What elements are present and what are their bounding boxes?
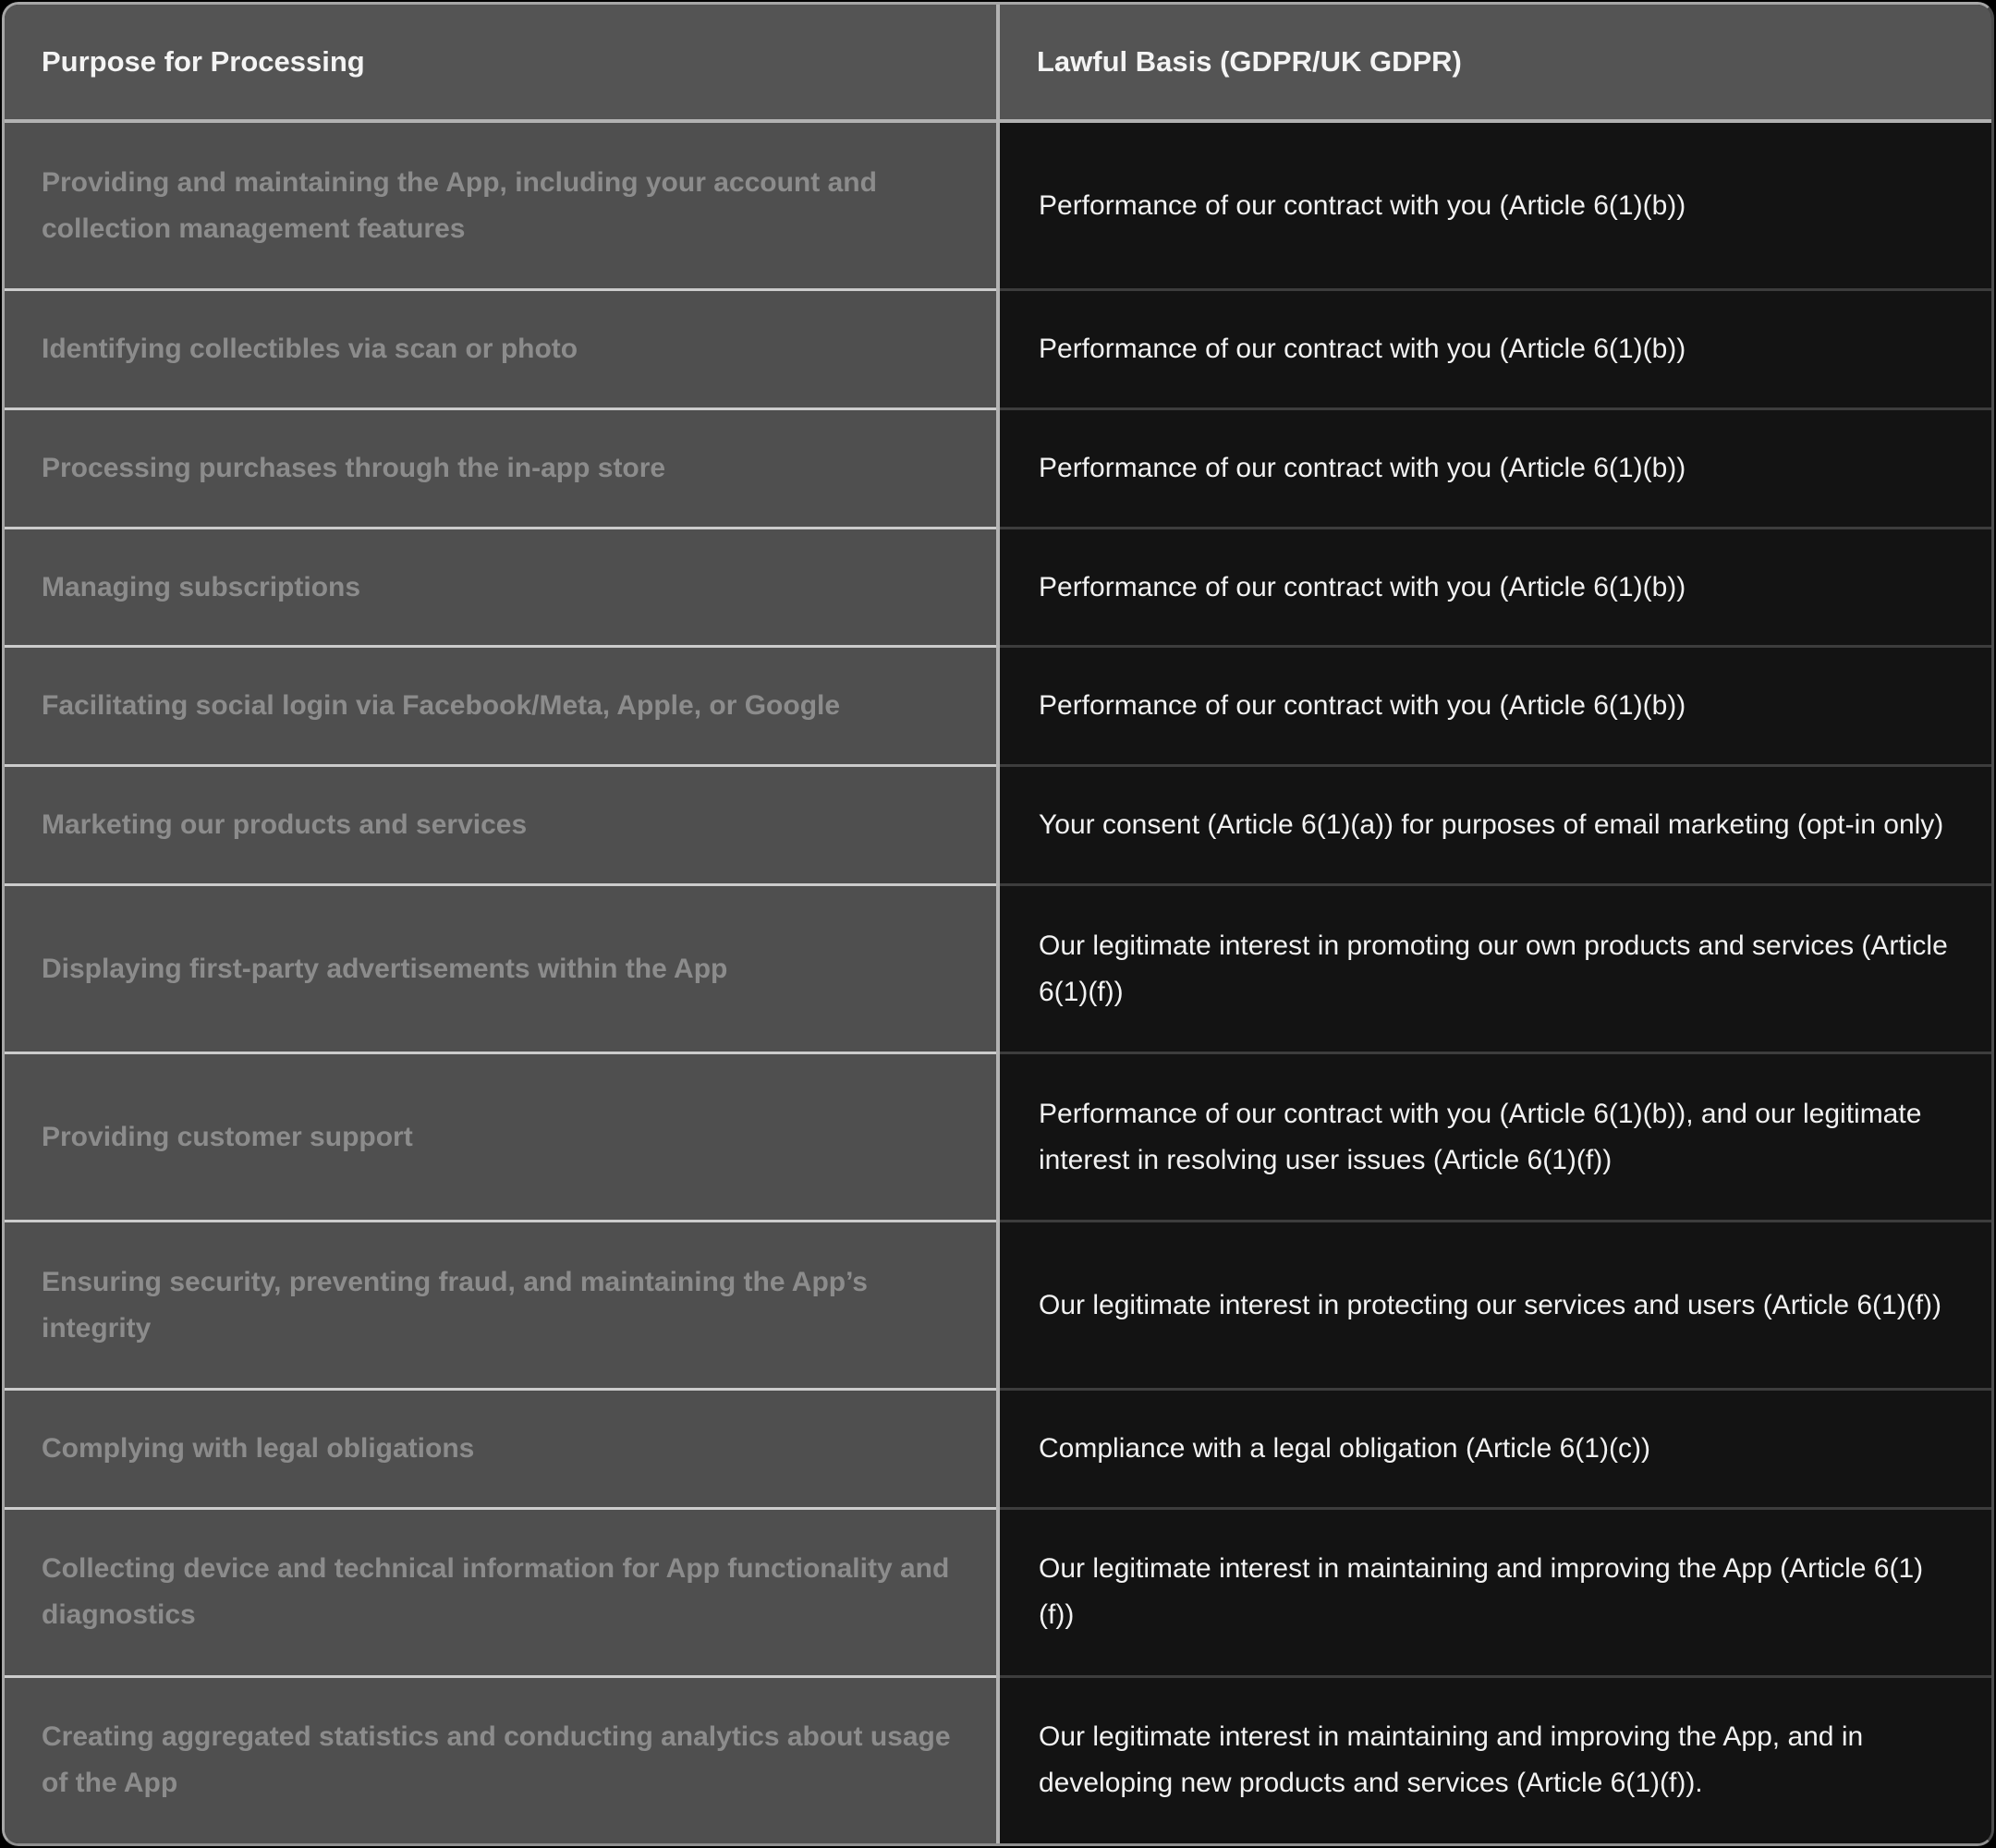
purpose-cell: Marketing our products and services [5,766,998,885]
privacy-lawful-basis-table [2,2,1994,1846]
table-row [5,1508,1991,1676]
table-row [5,1390,1991,1509]
purpose-cell: Managing subscriptions [5,528,998,647]
table-row [5,408,1991,528]
basis-cell: Our legitimate interest in protecting our services and users (Article 6(1)(f)) [998,1222,1991,1390]
basis-cell: Performance of our contract with you (Article 6(1)(b)), and our legitimate interest in resolving user issues (Article 6(1)(f)) [998,1053,1991,1222]
purpose-cell: Ensuring security, preventing fraud, and maintaining the App’s integrity [5,1222,998,1390]
basis-cell: Our legitimate interest in promoting our own products and services (Article 6(1)(f)) [998,885,1991,1053]
basis-cell: Performance of our contract with you (Article 6(1)(b)) [998,121,1991,290]
column-header-lawful-basis: Lawful Basis (GDPR/UK GDPR) [998,5,1991,121]
table-row [5,1222,1991,1390]
basis-cell: Performance of our contract with you (Article 6(1)(b)) [998,647,1991,766]
basis-cell: Our legitimate interest in maintaining and improving the App, and in developing new products and services (Article 6(1)(f)). [998,1676,1991,1843]
column-header-purpose: Purpose for Processing [5,5,998,121]
basis-cell: Performance of our contract with you (Article 6(1)(b)) [998,528,1991,647]
purpose-cell: Providing and maintaining the App, including your account and collection management features [5,121,998,290]
purpose-cell: Facilitating social login via Facebook/Meta, Apple, or Google [5,647,998,766]
purpose-cell: Displaying first-party advertisements within the App [5,885,998,1053]
basis-cell: Performance of our contract with you (Article 6(1)(b)) [998,408,1991,528]
table-row [5,766,1991,885]
purpose-cell: Providing customer support [5,1053,998,1222]
table-row [5,1053,1991,1222]
table-row [5,290,1991,409]
purpose-cell: Identifying collectibles via scan or photo [5,290,998,409]
basis-cell: Performance of our contract with you (Article 6(1)(b)) [998,290,1991,409]
table-header-row [5,5,1991,121]
basis-cell: Compliance with a legal obligation (Article 6(1)(c)) [998,1390,1991,1509]
table-row [5,647,1991,766]
table-row [5,885,1991,1053]
purpose-cell: Collecting device and technical information for App functionality and diagnostics [5,1508,998,1676]
table-row [5,528,1991,647]
purpose-cell: Creating aggregated statistics and conducting analytics about usage of the App [5,1676,998,1843]
basis-cell: Our legitimate interest in maintaining and improving the App (Article 6(1)(f)) [998,1508,1991,1676]
table-row [5,1676,1991,1843]
purpose-cell: Processing purchases through the in-app store [5,408,998,528]
basis-cell: Your consent (Article 6(1)(a)) for purposes of email marketing (opt-in only) [998,766,1991,885]
purpose-lawful-basis-table [5,5,1991,1843]
table-row [5,121,1991,290]
purpose-cell: Complying with legal obligations [5,1390,998,1509]
